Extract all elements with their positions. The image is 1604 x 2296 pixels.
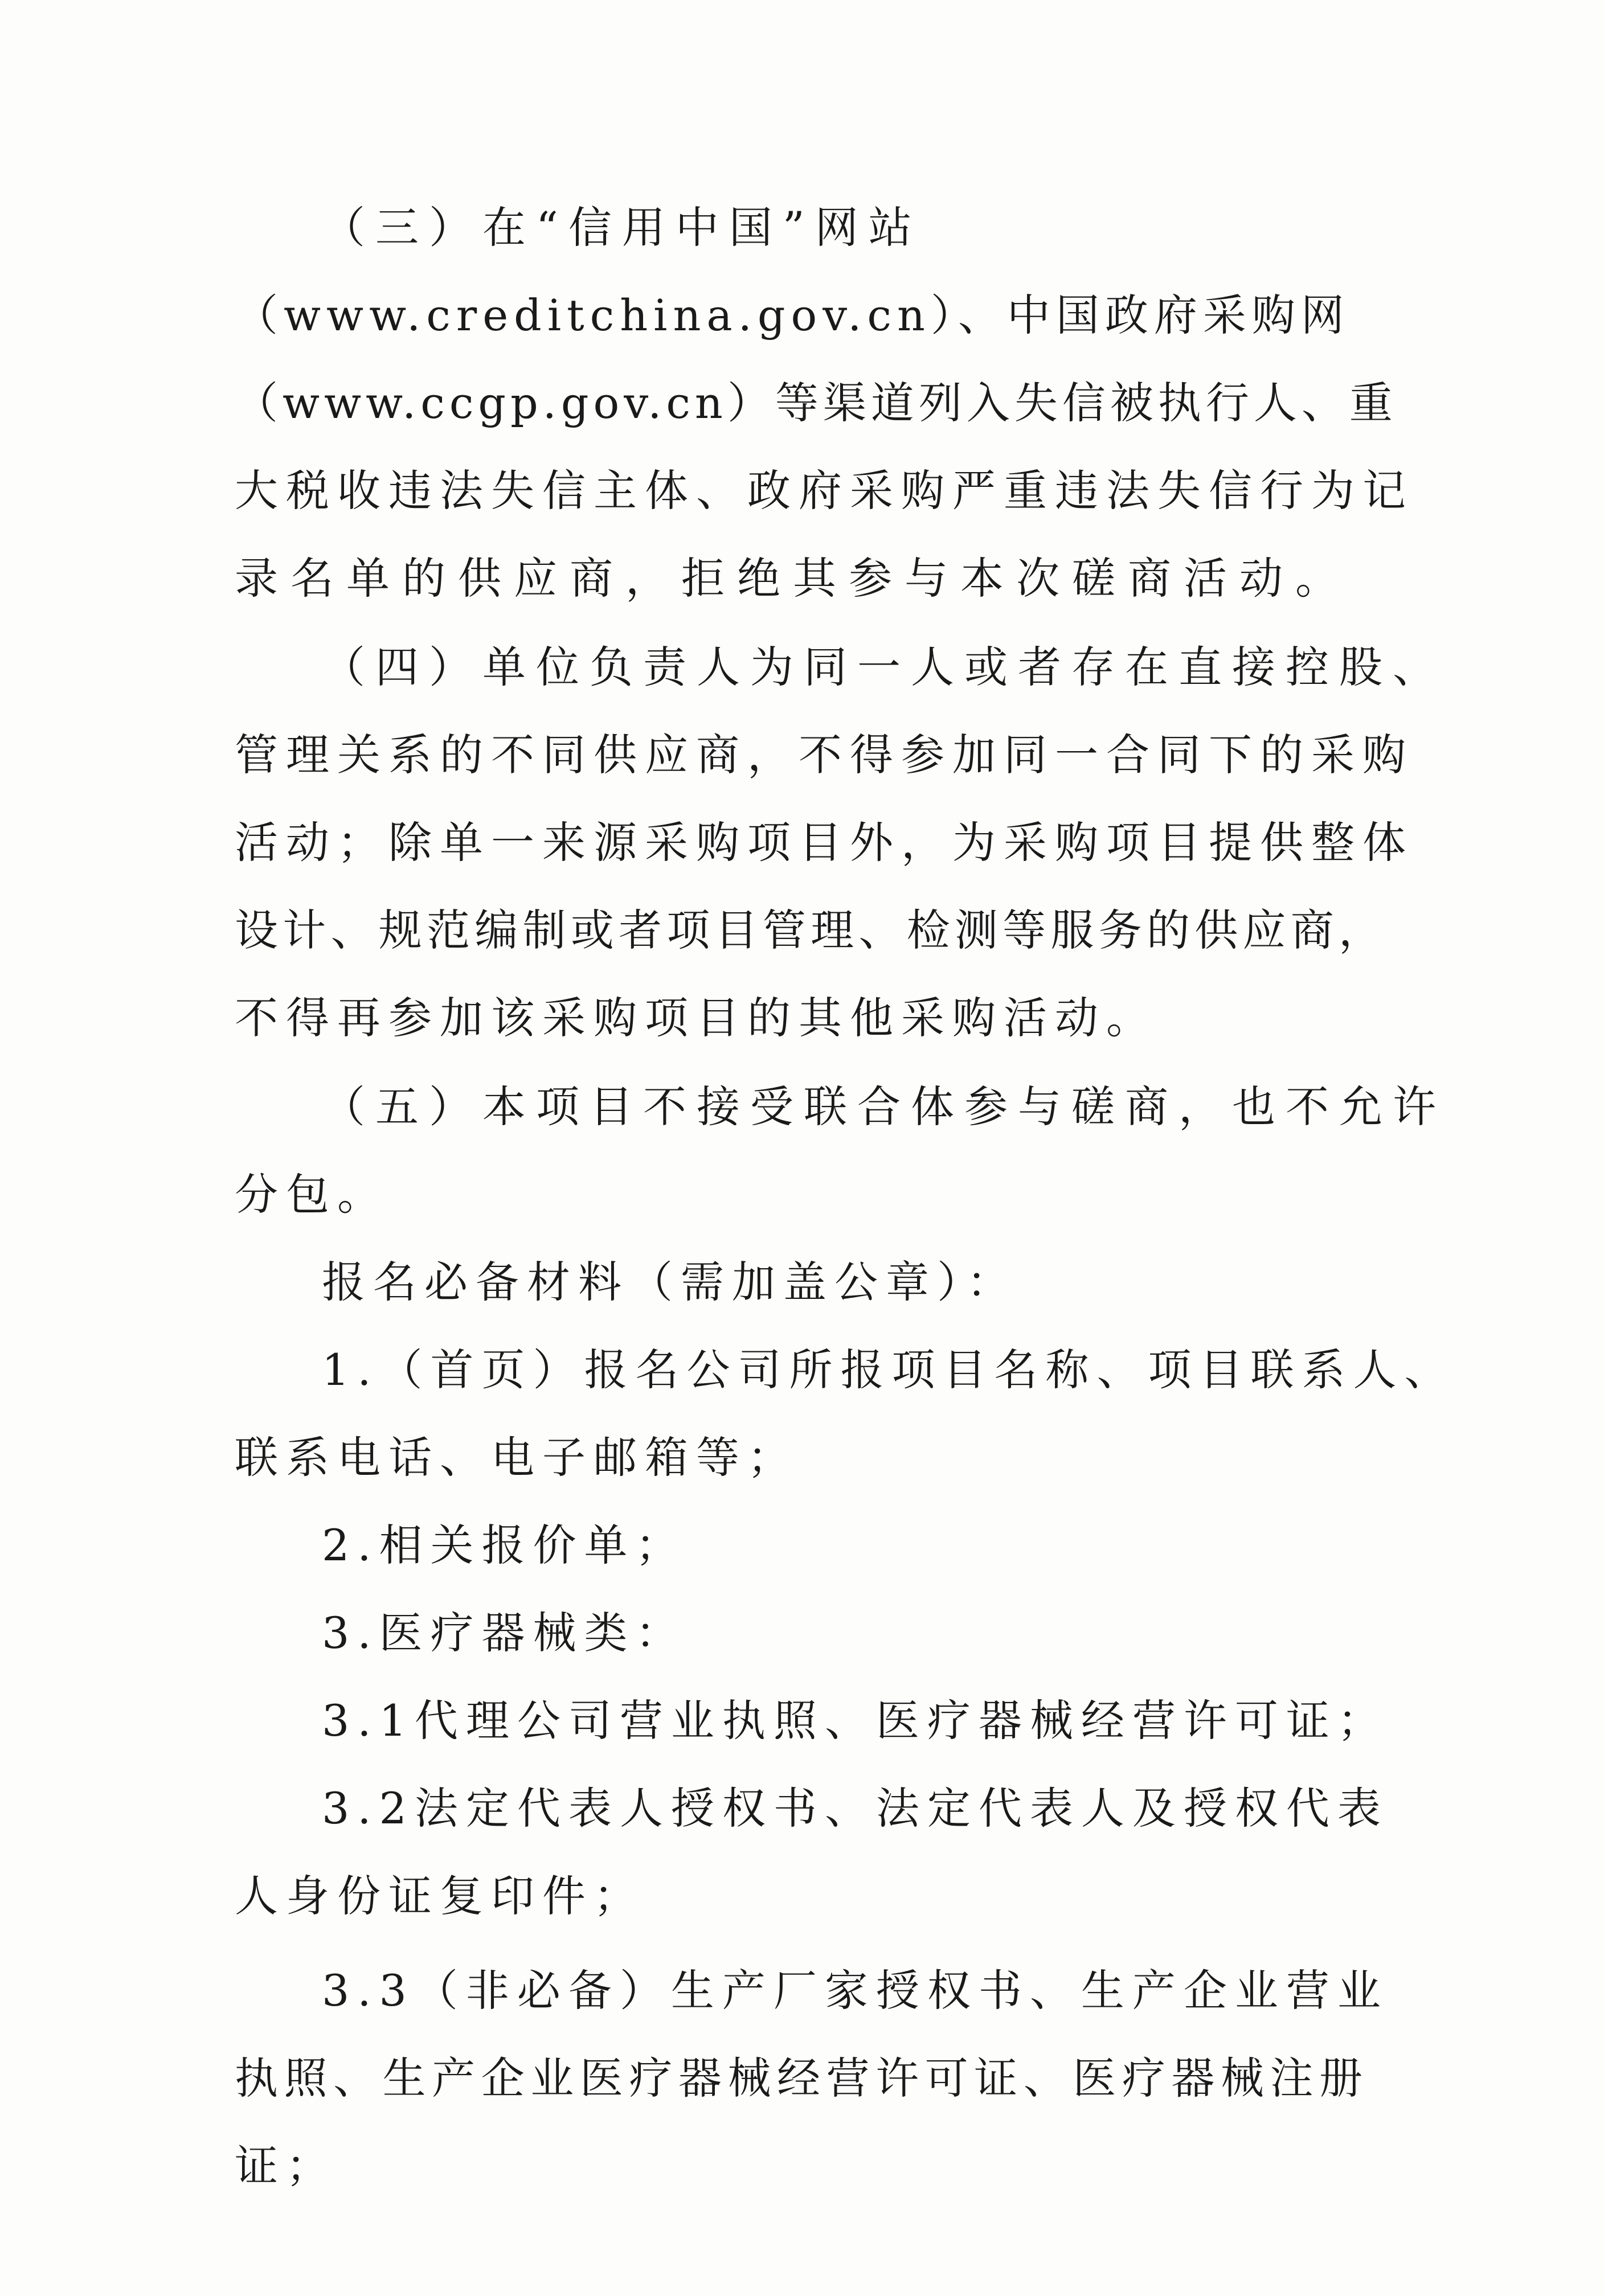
- text-line-6: （四）单位负责人为同一人或者存在直接控股、: [322, 642, 1446, 692]
- text-line-2: （www.creditchina.gov.cn）、中国政府采购网: [235, 290, 1350, 341]
- text-line-21: 3.3（非必备）生产厂家授权书、生产企业营业: [322, 1965, 1389, 2016]
- text-line-13: 报名必备材料（需加盖公章）：: [322, 1257, 1018, 1307]
- text-line-9: 设计、规范编制或者项目管理、检测等服务的供应商，: [235, 905, 1385, 956]
- text-line-3: （www.ccgp.gov.cn）等渠道列入失信被执行人、重: [235, 378, 1397, 428]
- text-line-12: 分包。: [235, 1169, 388, 1220]
- text-line-23: 证；: [235, 2141, 337, 2191]
- text-line-8: 活动；除单一来源采购项目外，为采购项目提供整体: [235, 817, 1414, 868]
- text-line-19: 3.2法定代表人授权书、法定代表人及授权代表: [322, 1783, 1389, 1834]
- text-line-18: 3.1代理公司营业执照、医疗器械经营许可证；: [322, 1695, 1389, 1746]
- text-line-10: 不得再参加该采购项目的其他采购活动。: [235, 993, 1157, 1043]
- text-line-22: 执照、生产企业医疗器械经营许可证、医疗器械注册: [235, 2053, 1368, 2104]
- text-line-1: （三）在“信用中国”网站: [322, 202, 922, 253]
- text-line-14: 1.（首页）报名公司所报项目名称、项目联系人、: [322, 1344, 1456, 1395]
- text-line-11: （五）本项目不接受联合体参与磋商，也不允许: [322, 1081, 1446, 1132]
- text-line-16: 2.相关报价单；: [322, 1520, 687, 1571]
- text-line-5: 录名单的供应商，拒绝其参与本次磋商活动。: [235, 553, 1351, 604]
- text-line-7: 管理关系的不同供应商，不得参加同一合同下的采购: [235, 729, 1414, 780]
- text-line-15: 联系电话、电子邮箱等；: [235, 1432, 799, 1483]
- text-line-20: 人身份证复印件；: [235, 1871, 645, 1921]
- text-line-4: 大税收违法失信主体、政府采购严重违法失信行为记: [235, 465, 1414, 516]
- text-line-17: 3.医疗器械类：: [322, 1608, 687, 1658]
